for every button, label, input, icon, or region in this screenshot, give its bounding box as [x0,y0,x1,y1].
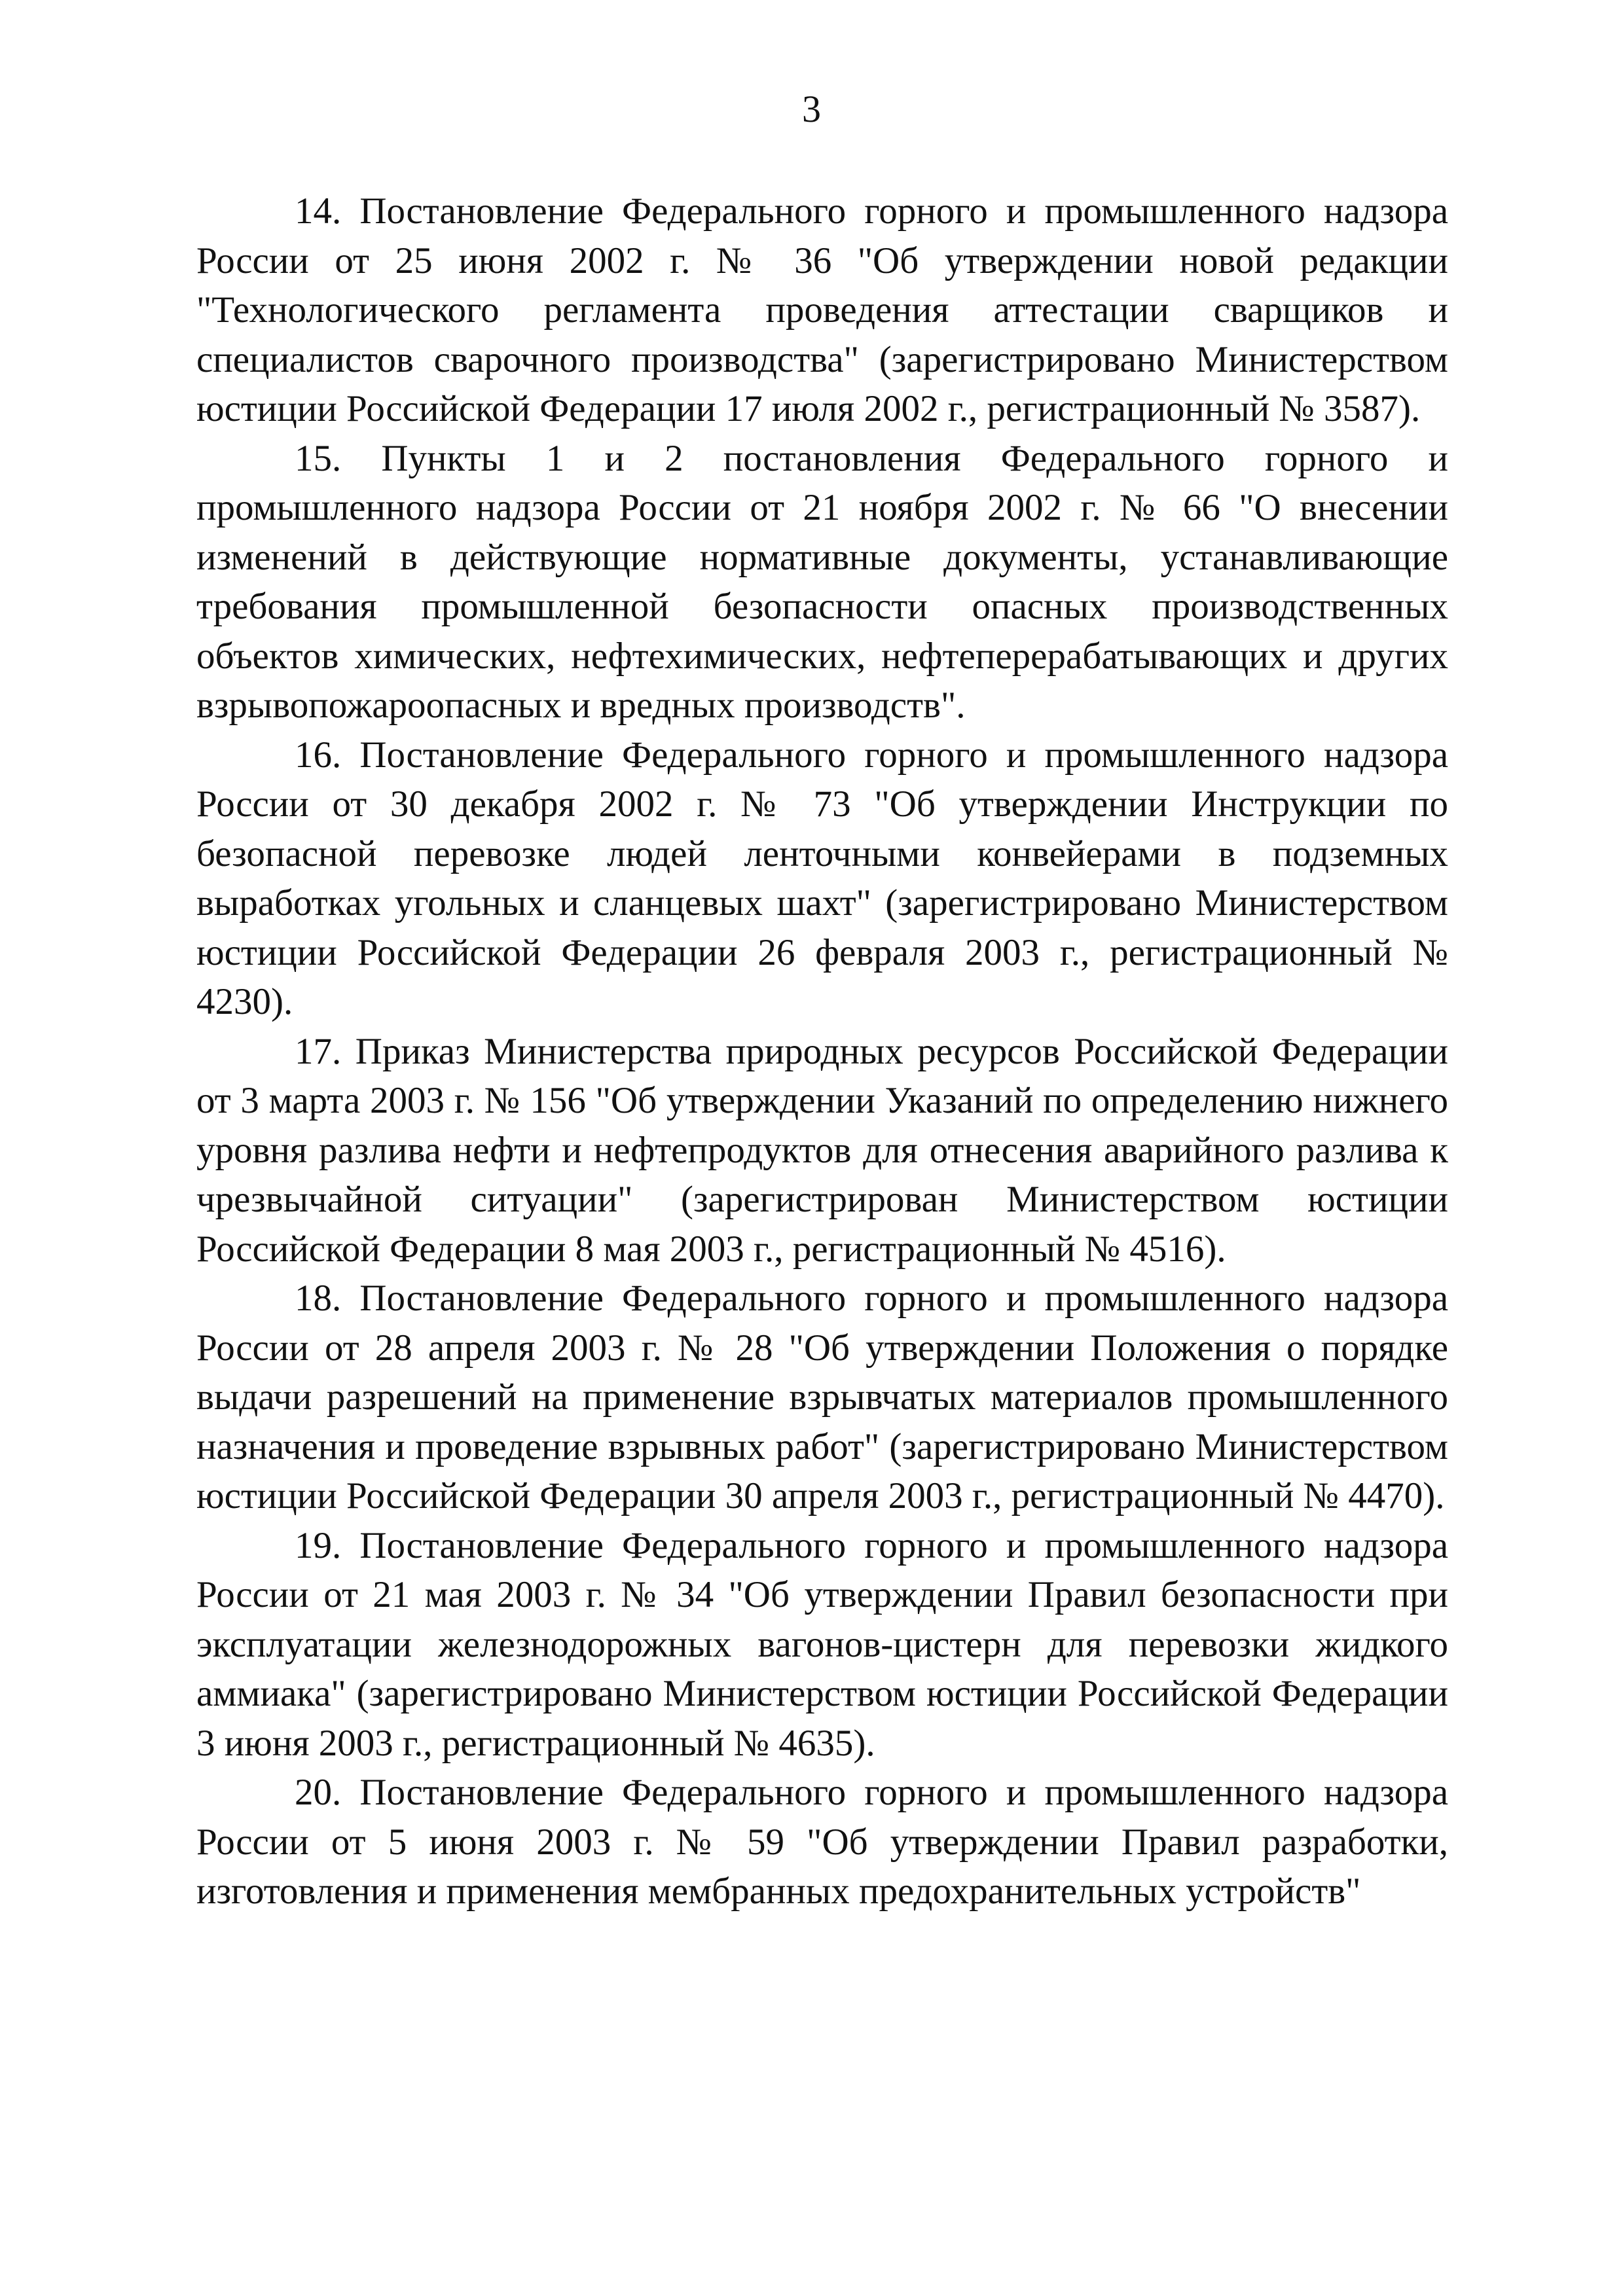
list-item-19: 19. Постановление Федерального горного и промышленного надзора России от 21 мая 2003 г. № 34 "Об утверждении Правил безопасности при эксплуатации железнодорожных вагонов-цистерн для перевозки жидкого аммиака" (зарегистрировано Министерством юстиции Российской Федерации 3 июня 2003 г., регистрационный № 4635). [196,1524,1448,1764]
list-item-15: 15. Пункты 1 и 2 постановления Федерального горного и промышленного надзора России от 21 ноября 2002 г. № 66 "О внесении изменений в действующие нормативные документы, устанавливающие требования промышленной безопасности опасных производственных объектов химических, нефтехимических, нефтеперерабатывающих и других взрывопожароопасных и вредных производств". [196,437,1448,726]
page-number: 3 [802,88,821,130]
document-body [196,187,1448,1916]
list-item-18: 18. Постановление Федерального горного и промышленного надзора России от 28 апреля 2003 г. № 28 "Об утверждении Положения о порядке выдачи разрешений на применение взрывчатых материалов промышленного назначения и проведение взрывных работ" (зарегистрировано Министерством юстиции Российской Федерации 30 апреля 2003 г., регистрационный № 4470). [196,1278,1448,1516]
list-item-16: 16. Постановление Федерального горного и промышленного надзора России от 30 декабря 2002 г. № 73 "Об утверждении Инструкции по безопасной перевозке людей ленточными конвейерами в подземных выработках угольных и сланцевых шахт" (зарегистрировано Министерством юстиции Российской Федерации 26 февраля 2003 г., регистрационный № 4230). [196,734,1448,1022]
list-item-20: 20. Постановление Федерального горного и промышленного надзора России от 5 июня 2003 г. № 59 "Об утверждении Правил разработки, изготовления и применения мембранных предохранительных устройств" [196,1772,1448,1912]
list-item-17: 17. Приказ Министерства природных ресурсов Российской Федерации от 3 марта 2003 г. № 156 "Об утверждении Указаний по определению нижнего уровня разлива нефти и нефтепродуктов для отнесения аварийного разлива к чрезвычайной ситуации" (зарегистрирован Министерством юстиции Российской Федерации 8 мая 2003 г., регистрационный № 4516). [196,1030,1448,1270]
list-item-14: 14. Постановление Федерального горного и промышленного надзора России от 25 июня 2002 г. № 36 "Об утверждении новой редакции "Технологического регламента проведения аттестации сварщиков и специалистов сварочного производства" (зарегистрировано Министерством юстиции Российской Федерации 17 июля 2002 г., регистрационный № 3587). [196,190,1448,429]
